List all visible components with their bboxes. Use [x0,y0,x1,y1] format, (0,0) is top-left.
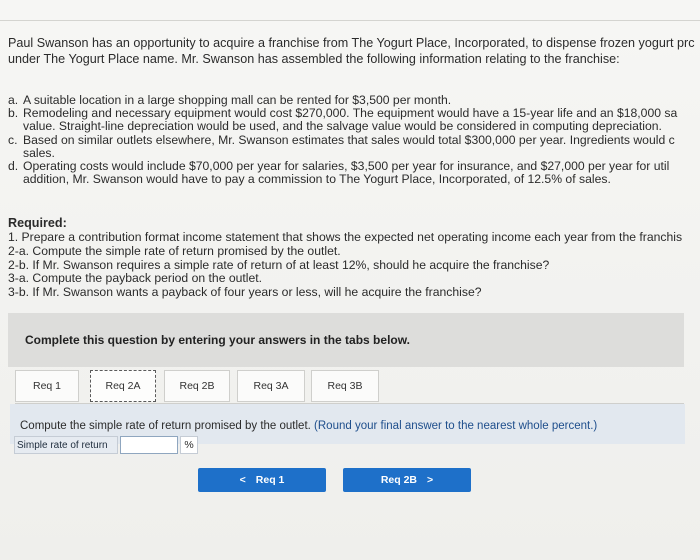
problem-intro [8,35,700,67]
required-item: 3-a. Compute the payback period on the outlet. [8,271,263,286]
field-label: Simple rate of return [14,436,118,454]
panel-text: Complete this question by entering your answers in the tabs below. [25,333,410,347]
list-text: Based on similar outlets elsewhere, Mr. Swanson estimates that sales would total $300,000 per year. Ingredients would c [23,132,675,147]
tab-bar [15,370,683,404]
chevron-left-icon: < [239,474,246,486]
tab-req-3a[interactable]: Req 3A [237,370,305,402]
tab-req-3b[interactable]: Req 3B [311,370,379,402]
list-item [8,160,700,186]
list-item [8,134,700,160]
required-item: 2-b. If Mr. Swanson requires a simple rate of return of at least 12%, should he acquire the franchise? [8,257,550,272]
simple-rate-input[interactable] [120,436,178,454]
answer-row [14,436,214,456]
percent-unit: % [180,436,198,454]
tab-req-2b[interactable]: Req 2B [164,370,230,402]
required-item: 3-b. If Mr. Swanson wants a payback of four years or less, will he acquire the franchise? [8,285,482,300]
next-button-label: Req 2B [380,474,418,486]
list-text: A suitable location in a large shopping mall can be rented for $3,500 per month. [23,93,452,107]
prev-button-label: Req 1 [255,474,285,486]
tab-instruction [20,420,597,432]
required-heading: Required: [8,216,67,230]
list-marker: b. [8,106,19,121]
required-list [8,231,682,300]
intro-line: under The Yogurt Place name. Mr. Swanson has assembled the following information relating to the franchise: [8,52,620,66]
required-item: 1. Prepare a contribution format income statement that shows the expected net operating income each year from the franchis [8,230,683,244]
list-item [8,107,700,133]
list-text: Operating costs would include $70,000 per year for salaries, $3,500 per year for insurance, and $27,000 per year for util [23,159,670,174]
instruction-text: Compute the simple rate of return promised by the outlet. [20,420,311,432]
list-marker: a. [8,93,19,107]
required-item: 2-a. Compute the simple rate of return promised by the outlet. [8,243,341,258]
list-marker: c. [8,132,18,147]
instructions-panel [8,313,684,367]
chevron-right-icon: > [427,474,434,486]
list-text: sales. [23,145,55,160]
prev-button[interactable] [198,468,326,492]
list-text: value. Straight-line depreciation would be used, and the salvage value would be considered in computing depreciation. [23,119,662,134]
list-marker: d. [8,159,19,174]
tab-req-2a[interactable]: Req 2A [90,370,156,402]
intro-line: Paul Swanson has an opportunity to acquire a franchise from The Yogurt Place, Incorporated, to dispense frozen yogurt prc [8,36,695,50]
instruction-hint: (Round your final answer to the nearest whole percent.) [314,420,598,432]
divider [0,20,700,21]
next-button[interactable] [343,468,471,492]
tab-req-1[interactable]: Req 1 [15,370,79,402]
list-text: Remodeling and necessary equipment would cost $270,000. The equipment would have a 15-year life and an $18,000 sa [23,106,678,121]
franchise-info-list [8,94,700,186]
list-text: addition, Mr. Swanson would have to pay a commission to The Yogurt Place, Incorporated, of 12.5% of sales. [23,172,611,187]
